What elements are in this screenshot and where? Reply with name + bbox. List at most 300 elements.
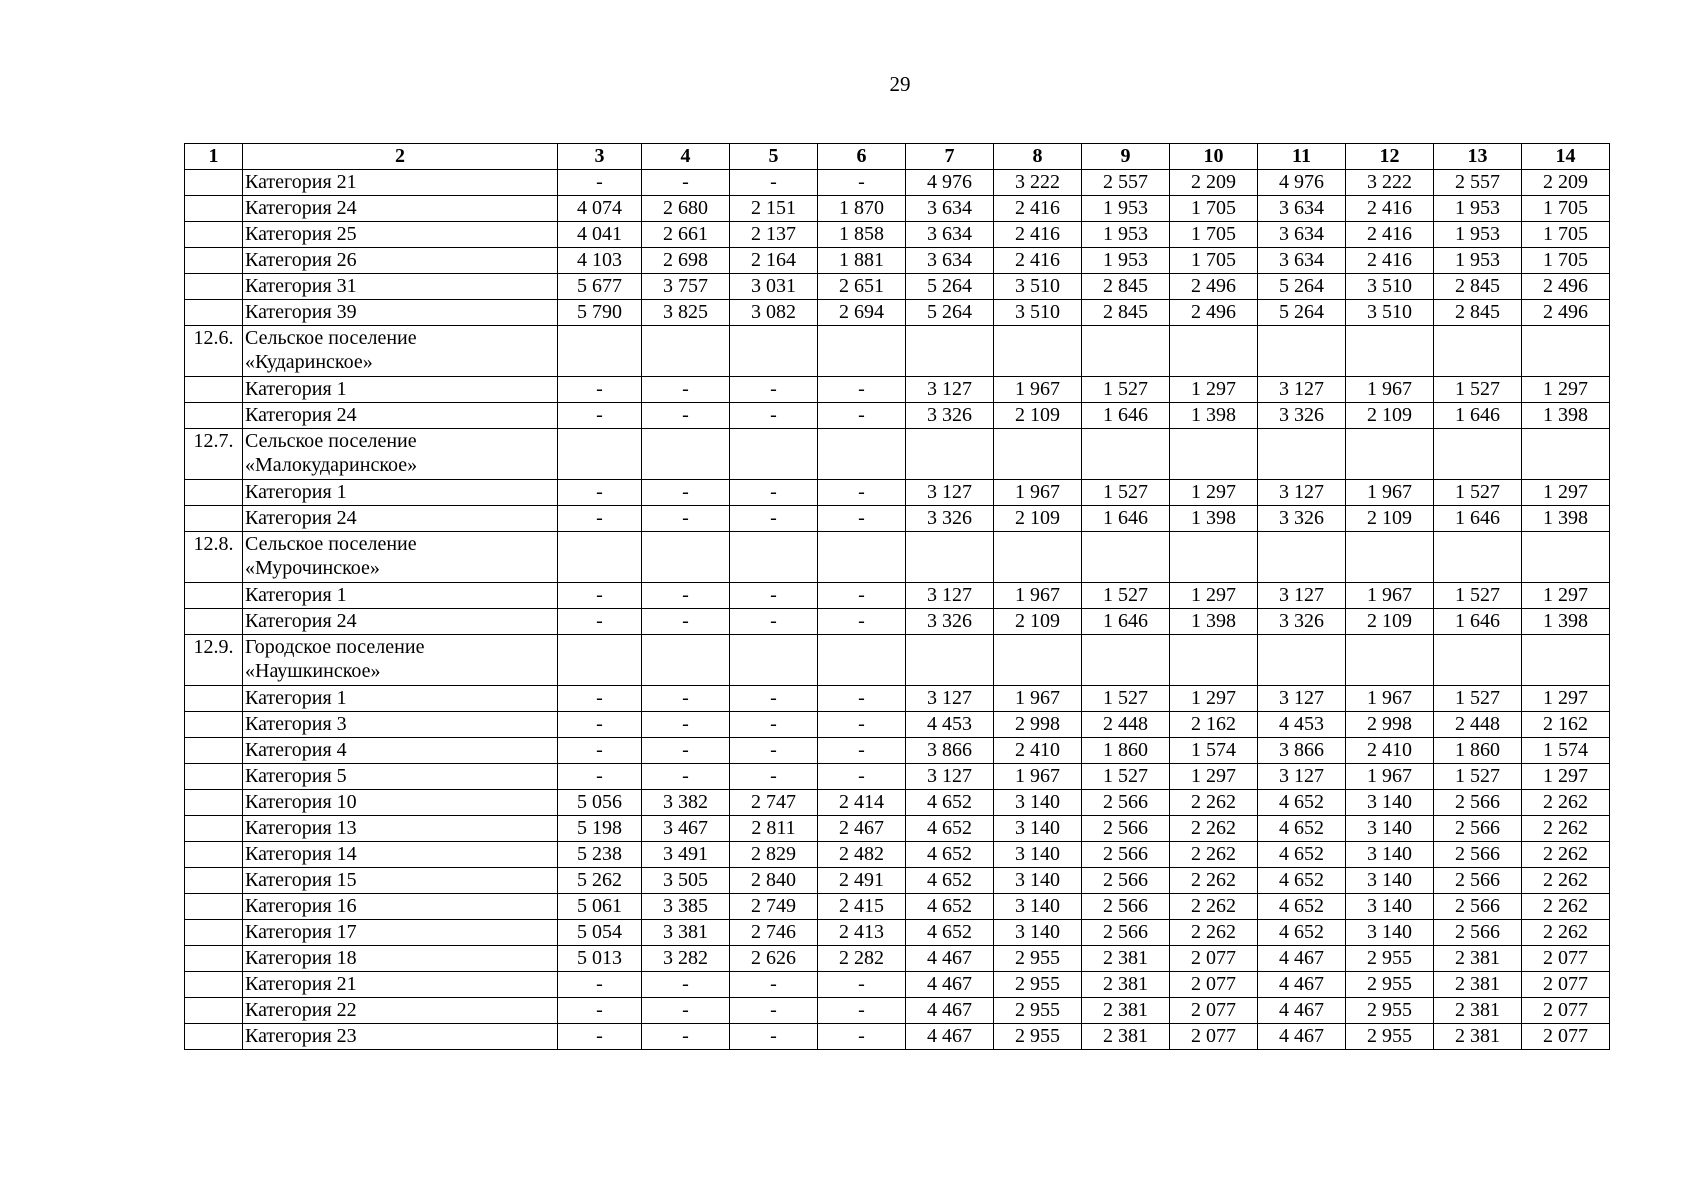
value-cell: 2 416 <box>994 196 1082 222</box>
value-cell: 2 077 <box>1170 998 1258 1024</box>
section-row <box>185 635 1610 686</box>
value-cell: 5 264 <box>906 300 994 326</box>
value-cell: 4 074 <box>558 196 642 222</box>
value-cell: 2 840 <box>730 868 818 894</box>
empty-cell <box>1522 429 1610 480</box>
section-name-line2: «Наушкинское» <box>245 660 381 682</box>
table-row <box>185 842 1610 868</box>
empty-cell <box>994 429 1082 480</box>
value-cell: 5 264 <box>1258 274 1346 300</box>
empty-cell <box>1346 635 1434 686</box>
value-cell: 2 414 <box>818 790 906 816</box>
table-row <box>185 1024 1610 1050</box>
category-name: Категория 5 <box>243 764 558 790</box>
value-cell: 1 297 <box>1522 764 1610 790</box>
value-cell: 3 127 <box>906 686 994 712</box>
value-cell: 2 416 <box>1346 248 1434 274</box>
empty-cell <box>642 429 730 480</box>
value-cell: 3 127 <box>1258 686 1346 712</box>
empty-cell <box>558 326 642 377</box>
value-cell: 2 381 <box>1434 946 1522 972</box>
value-cell: - <box>730 764 818 790</box>
value-cell: - <box>730 170 818 196</box>
value-cell: 2 482 <box>818 842 906 868</box>
category-name: Категория 26 <box>243 248 558 274</box>
value-cell: 2 416 <box>994 222 1082 248</box>
value-cell: 1 527 <box>1082 764 1170 790</box>
value-cell: 2 381 <box>1082 946 1170 972</box>
value-cell: 1 646 <box>1434 609 1522 635</box>
value-cell: 1 398 <box>1522 403 1610 429</box>
value-cell: 5 264 <box>906 274 994 300</box>
value-cell: 3 282 <box>642 946 730 972</box>
value-cell: - <box>558 998 642 1024</box>
value-cell: 1 967 <box>994 377 1082 403</box>
value-cell: 2 262 <box>1170 842 1258 868</box>
header-row <box>185 144 1610 170</box>
value-cell: - <box>730 377 818 403</box>
section-name <box>243 532 558 583</box>
value-cell: 1 398 <box>1522 506 1610 532</box>
value-cell: 2 955 <box>994 1024 1082 1050</box>
column-header: 2 <box>243 144 558 170</box>
value-cell: - <box>730 972 818 998</box>
empty-cell <box>1082 532 1170 583</box>
value-cell: 2 262 <box>1522 790 1610 816</box>
value-cell: - <box>730 1024 818 1050</box>
value-cell: 2 077 <box>1522 946 1610 972</box>
empty-cell <box>558 532 642 583</box>
value-cell: 3 825 <box>642 300 730 326</box>
column-header: 9 <box>1082 144 1170 170</box>
value-cell: 2 077 <box>1522 1024 1610 1050</box>
section-row <box>185 532 1610 583</box>
value-cell: 3 381 <box>642 920 730 946</box>
column-header: 14 <box>1522 144 1610 170</box>
value-cell: 5 013 <box>558 946 642 972</box>
empty-cell <box>1082 326 1170 377</box>
section-name-line2: «Кударинское» <box>245 351 373 373</box>
value-cell: 4 652 <box>1258 842 1346 868</box>
section-number: 12.8. <box>185 532 243 583</box>
value-cell: 5 056 <box>558 790 642 816</box>
value-cell: 2 151 <box>730 196 818 222</box>
table-row <box>185 894 1610 920</box>
value-cell: 3 385 <box>642 894 730 920</box>
column-header: 12 <box>1346 144 1434 170</box>
value-cell: 3 140 <box>994 842 1082 868</box>
value-cell: 2 566 <box>1434 790 1522 816</box>
table-row <box>185 972 1610 998</box>
value-cell: 3 634 <box>1258 222 1346 248</box>
category-name: Категория 16 <box>243 894 558 920</box>
empty-cell <box>1170 635 1258 686</box>
value-cell: 2 416 <box>994 248 1082 274</box>
value-cell: - <box>642 403 730 429</box>
value-cell: 4 652 <box>906 790 994 816</box>
value-cell: 1 297 <box>1522 480 1610 506</box>
value-cell: - <box>558 712 642 738</box>
value-cell: 1 705 <box>1522 196 1610 222</box>
value-cell: 4 467 <box>1258 998 1346 1024</box>
empty-cell <box>1170 429 1258 480</box>
value-cell: 2 467 <box>818 816 906 842</box>
column-header: 10 <box>1170 144 1258 170</box>
value-cell: 2 566 <box>1082 894 1170 920</box>
value-cell: 1 527 <box>1434 480 1522 506</box>
value-cell: 2 496 <box>1522 274 1610 300</box>
value-cell: 4 652 <box>1258 790 1346 816</box>
value-cell: 1 527 <box>1082 686 1170 712</box>
value-cell: 4 652 <box>906 894 994 920</box>
value-cell: - <box>730 686 818 712</box>
value-cell: 4 652 <box>906 816 994 842</box>
value-cell: 3 757 <box>642 274 730 300</box>
empty-cell <box>1170 532 1258 583</box>
value-cell: 1 967 <box>1346 583 1434 609</box>
value-cell: 2 496 <box>1522 300 1610 326</box>
value-cell: 1 297 <box>1522 686 1610 712</box>
value-cell: 1 527 <box>1434 377 1522 403</box>
value-cell: - <box>558 686 642 712</box>
row-number <box>185 894 243 920</box>
value-cell: 3 140 <box>994 790 1082 816</box>
value-cell: 1 527 <box>1082 583 1170 609</box>
value-cell: 3 140 <box>994 920 1082 946</box>
value-cell: 1 967 <box>994 686 1082 712</box>
value-cell: 2 694 <box>818 300 906 326</box>
value-cell: - <box>558 170 642 196</box>
value-cell: 3 510 <box>1346 274 1434 300</box>
value-cell: 3 866 <box>906 738 994 764</box>
category-name: Категория 13 <box>243 816 558 842</box>
value-cell: 3 140 <box>1346 842 1434 868</box>
value-cell: 1 967 <box>994 764 1082 790</box>
empty-cell <box>558 635 642 686</box>
value-cell: 1 967 <box>994 583 1082 609</box>
value-cell: 4 467 <box>906 998 994 1024</box>
empty-cell <box>1258 326 1346 377</box>
value-cell: 1 646 <box>1434 403 1522 429</box>
value-cell: 4 652 <box>1258 920 1346 946</box>
row-number <box>185 790 243 816</box>
value-cell: 2 262 <box>1522 894 1610 920</box>
value-cell: 2 109 <box>994 506 1082 532</box>
value-cell: - <box>818 377 906 403</box>
row-number <box>185 972 243 998</box>
value-cell: 2 381 <box>1082 972 1170 998</box>
value-cell: - <box>558 377 642 403</box>
category-name: Категория 14 <box>243 842 558 868</box>
value-cell: 4 103 <box>558 248 642 274</box>
table-row <box>185 222 1610 248</box>
empty-cell <box>730 429 818 480</box>
value-cell: 1 527 <box>1434 686 1522 712</box>
value-cell: 3 510 <box>994 300 1082 326</box>
value-cell: 3 326 <box>906 609 994 635</box>
section-row <box>185 429 1610 480</box>
value-cell: 2 413 <box>818 920 906 946</box>
value-cell: - <box>558 738 642 764</box>
value-cell: 3 382 <box>642 790 730 816</box>
value-cell: 2 209 <box>1170 170 1258 196</box>
value-cell: 2 747 <box>730 790 818 816</box>
value-cell: 2 491 <box>818 868 906 894</box>
value-cell: 3 634 <box>906 222 994 248</box>
row-number <box>185 196 243 222</box>
value-cell: 1 967 <box>1346 480 1434 506</box>
value-cell: 4 652 <box>1258 894 1346 920</box>
table-row <box>185 946 1610 972</box>
table-row <box>185 686 1610 712</box>
section-row <box>185 326 1610 377</box>
value-cell: 2 077 <box>1170 1024 1258 1050</box>
value-cell: 2 661 <box>642 222 730 248</box>
value-cell: 2 698 <box>642 248 730 274</box>
row-number <box>185 480 243 506</box>
row-number <box>185 868 243 894</box>
category-name: Категория 24 <box>243 506 558 532</box>
empty-cell <box>1522 635 1610 686</box>
table-row <box>185 998 1610 1024</box>
empty-cell <box>818 635 906 686</box>
value-cell: 3 326 <box>1258 403 1346 429</box>
value-cell: 1 297 <box>1170 480 1258 506</box>
value-cell: 1 297 <box>1170 583 1258 609</box>
value-cell: 1 858 <box>818 222 906 248</box>
value-cell: 2 998 <box>994 712 1082 738</box>
value-cell: - <box>730 506 818 532</box>
table-row <box>185 868 1610 894</box>
table-body <box>185 170 1610 1050</box>
row-number <box>185 920 243 946</box>
column-header: 13 <box>1434 144 1522 170</box>
category-name: Категория 1 <box>243 686 558 712</box>
value-cell: 5 677 <box>558 274 642 300</box>
empty-cell <box>906 429 994 480</box>
value-cell: 1 953 <box>1082 222 1170 248</box>
value-cell: 3 222 <box>1346 170 1434 196</box>
value-cell: 2 749 <box>730 894 818 920</box>
table-row <box>185 609 1610 635</box>
empty-cell <box>906 532 994 583</box>
value-cell: 3 127 <box>1258 377 1346 403</box>
value-cell: 1 953 <box>1434 248 1522 274</box>
value-cell: 2 566 <box>1082 868 1170 894</box>
value-cell: 3 082 <box>730 300 818 326</box>
category-name: Категория 1 <box>243 480 558 506</box>
column-header: 6 <box>818 144 906 170</box>
column-header: 4 <box>642 144 730 170</box>
value-cell: 2 410 <box>1346 738 1434 764</box>
value-cell: 4 467 <box>1258 972 1346 998</box>
section-name-line1: Сельское поселение <box>245 533 417 555</box>
value-cell: 2 262 <box>1522 868 1610 894</box>
value-cell: 1 860 <box>1082 738 1170 764</box>
value-cell: 2 415 <box>818 894 906 920</box>
value-cell: 3 140 <box>1346 790 1434 816</box>
empty-cell <box>1082 429 1170 480</box>
value-cell: - <box>818 583 906 609</box>
empty-cell <box>1522 532 1610 583</box>
value-cell: 2 381 <box>1434 1024 1522 1050</box>
empty-cell <box>906 326 994 377</box>
value-cell: - <box>558 609 642 635</box>
value-cell: 2 955 <box>1346 1024 1434 1050</box>
value-cell: 1 953 <box>1082 196 1170 222</box>
value-cell: - <box>818 972 906 998</box>
row-number <box>185 686 243 712</box>
empty-cell <box>818 429 906 480</box>
value-cell: 3 140 <box>1346 868 1434 894</box>
empty-cell <box>1258 635 1346 686</box>
row-number <box>185 170 243 196</box>
value-cell: 1 398 <box>1170 506 1258 532</box>
section-number: 12.9. <box>185 635 243 686</box>
value-cell: 3 634 <box>906 248 994 274</box>
value-cell: - <box>818 609 906 635</box>
empty-cell <box>1434 326 1522 377</box>
value-cell: 4 453 <box>1258 712 1346 738</box>
value-cell: 4 652 <box>1258 868 1346 894</box>
value-cell: 2 955 <box>994 998 1082 1024</box>
value-cell: 2 381 <box>1434 998 1522 1024</box>
column-header: 3 <box>558 144 642 170</box>
value-cell: 2 845 <box>1434 274 1522 300</box>
value-cell: 4 976 <box>1258 170 1346 196</box>
value-cell: 2 566 <box>1082 816 1170 842</box>
value-cell: - <box>642 609 730 635</box>
table-row <box>185 300 1610 326</box>
value-cell: 2 164 <box>730 248 818 274</box>
value-cell: 2 998 <box>1346 712 1434 738</box>
value-cell: 2 381 <box>1434 972 1522 998</box>
column-header: 8 <box>994 144 1082 170</box>
value-cell: 1 705 <box>1170 222 1258 248</box>
value-cell: - <box>730 583 818 609</box>
empty-cell <box>1346 326 1434 377</box>
value-cell: - <box>642 738 730 764</box>
value-cell: 1 953 <box>1434 222 1522 248</box>
empty-cell <box>818 326 906 377</box>
value-cell: 5 262 <box>558 868 642 894</box>
value-cell: 2 109 <box>1346 506 1434 532</box>
value-cell: 2 077 <box>1170 946 1258 972</box>
value-cell: 2 262 <box>1170 868 1258 894</box>
category-name: Категория 24 <box>243 609 558 635</box>
value-cell: 3 326 <box>906 506 994 532</box>
value-cell: 2 109 <box>1346 609 1434 635</box>
section-name-line1: Сельское поселение <box>245 327 417 349</box>
value-cell: 1 297 <box>1170 686 1258 712</box>
value-cell: - <box>642 170 730 196</box>
value-cell: 2 109 <box>994 403 1082 429</box>
value-cell: 2 566 <box>1082 790 1170 816</box>
value-cell: 1 705 <box>1522 248 1610 274</box>
value-cell: 2 566 <box>1434 920 1522 946</box>
value-cell: 3 140 <box>994 816 1082 842</box>
value-cell: 1 646 <box>1434 506 1522 532</box>
value-cell: 2 410 <box>994 738 1082 764</box>
value-cell: - <box>818 480 906 506</box>
value-cell: 2 845 <box>1434 300 1522 326</box>
row-number <box>185 300 243 326</box>
value-cell: 1 527 <box>1082 480 1170 506</box>
table-row <box>185 764 1610 790</box>
row-number <box>185 274 243 300</box>
table-row <box>185 403 1610 429</box>
value-cell: 2 109 <box>1346 403 1434 429</box>
value-cell: 2 955 <box>994 972 1082 998</box>
table-row <box>185 583 1610 609</box>
value-cell: 3 634 <box>1258 248 1346 274</box>
value-cell: 3 140 <box>1346 816 1434 842</box>
page-number: 29 <box>889 72 911 96</box>
value-cell: - <box>642 377 730 403</box>
row-number <box>185 609 243 635</box>
value-cell: - <box>818 764 906 790</box>
empty-cell <box>1346 429 1434 480</box>
category-name: Категория 3 <box>243 712 558 738</box>
value-cell: 2 209 <box>1522 170 1610 196</box>
value-cell: 4 652 <box>906 842 994 868</box>
value-cell: 3 326 <box>1258 506 1346 532</box>
category-name: Категория 24 <box>243 403 558 429</box>
value-cell: - <box>558 764 642 790</box>
value-cell: 2 262 <box>1522 842 1610 868</box>
empty-cell <box>1346 532 1434 583</box>
empty-cell <box>558 429 642 480</box>
value-cell: - <box>818 738 906 764</box>
value-cell: 1 705 <box>1522 222 1610 248</box>
table-row <box>185 816 1610 842</box>
value-cell: - <box>818 506 906 532</box>
value-cell: - <box>730 403 818 429</box>
table-row <box>185 196 1610 222</box>
value-cell: 1 574 <box>1170 738 1258 764</box>
value-cell: 2 416 <box>1346 222 1434 248</box>
value-cell: - <box>730 609 818 635</box>
value-cell: 2 448 <box>1082 712 1170 738</box>
value-cell: 2 651 <box>818 274 906 300</box>
value-cell: 2 262 <box>1170 790 1258 816</box>
empty-cell <box>1258 429 1346 480</box>
value-cell: - <box>818 170 906 196</box>
value-cell: - <box>642 1024 730 1050</box>
row-number <box>185 764 243 790</box>
value-cell: 4 652 <box>1258 816 1346 842</box>
category-name: Категория 25 <box>243 222 558 248</box>
value-cell: 4 467 <box>1258 946 1346 972</box>
value-cell: 2 262 <box>1522 816 1610 842</box>
value-cell: 1 967 <box>994 480 1082 506</box>
empty-cell <box>994 532 1082 583</box>
empty-cell <box>730 532 818 583</box>
value-cell: 3 634 <box>906 196 994 222</box>
value-cell: 4 467 <box>1258 1024 1346 1050</box>
value-cell: 1 574 <box>1522 738 1610 764</box>
row-number <box>185 583 243 609</box>
value-cell: 3 866 <box>1258 738 1346 764</box>
value-cell: - <box>558 1024 642 1050</box>
value-cell: 2 566 <box>1082 842 1170 868</box>
table-row <box>185 738 1610 764</box>
column-header: 1 <box>185 144 243 170</box>
value-cell: 1 705 <box>1170 248 1258 274</box>
value-cell: 2 282 <box>818 946 906 972</box>
value-cell: 4 652 <box>906 868 994 894</box>
row-number <box>185 712 243 738</box>
